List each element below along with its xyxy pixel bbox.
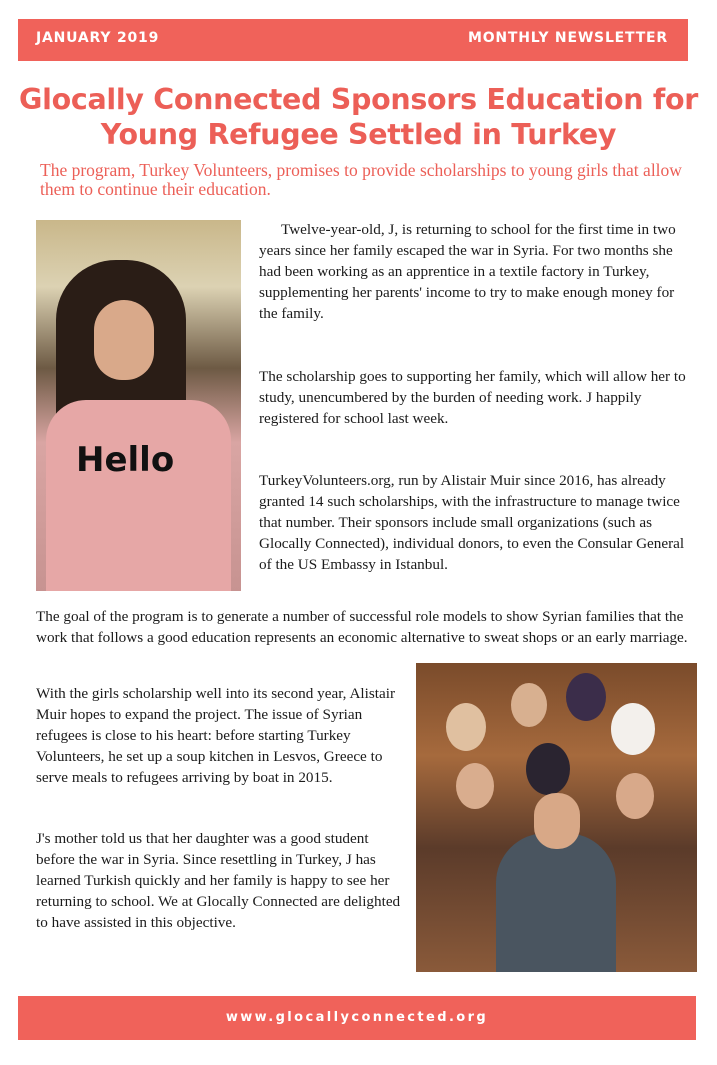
- article-subtitle: The program, Turkey Volunteers, promises to provide scholarships to young girls that allow them to continue their education.: [40, 160, 682, 199]
- photo-shirt-shape: [46, 400, 231, 591]
- group-photo: [416, 663, 697, 972]
- photo-person: [446, 703, 486, 751]
- girl-portrait-photo: [36, 220, 241, 591]
- photo-face-shape: [94, 300, 154, 380]
- paragraph-5: With the girls scholarship well into its second year, Alistair Muir hopes to expand the project. The issue of Syrian refugees is close to his heart: before starting Turkey Volunteers, he set up a soup kitchen in Lesvos, Greece to serve meals to refugees arriving by boat in 2015.: [36, 685, 395, 786]
- photo-person: [456, 763, 494, 809]
- photo-man-face: [534, 793, 580, 849]
- photo-person: [526, 743, 570, 795]
- photo-person: [566, 673, 606, 721]
- paragraph-6: J's mother told us that her daughter was a good student before the war in Syria. Since resettling in Turkey, J has learned Turkish quickly and her family is happy to see her returning to school. We at Glocally Connected are delighted to have assisted in this objective.: [36, 830, 401, 931]
- photo-person: [616, 773, 654, 819]
- paragraph-2: The scholarship goes to supporting her family, which will allow her to study, unencumbered by the burden of needing work. J happily registered for school last week.: [259, 368, 686, 427]
- website-link[interactable]: www.glocallyconnected.org: [225, 1010, 489, 1025]
- paragraph-1: Twelve-year-old, J, is returning to school for the first time in two years since her family escaped the war in Syria. For two months she had been working as an apprentice in a textile factory in Turkey, supplementing her parents' income to try to make enough money for the family.: [259, 221, 676, 322]
- photo-man-body: [496, 833, 616, 972]
- issue-date: JANUARY 2019: [36, 30, 160, 46]
- photo-person: [511, 683, 547, 727]
- article-headline: Glocally Connected Sponsors Education for Young Refugee Settled in Turkey: [19, 83, 698, 151]
- header-bar: [18, 19, 688, 61]
- footer-bar: [18, 996, 696, 1040]
- photo-person: [611, 703, 655, 755]
- shirt-text: Hello: [76, 440, 175, 480]
- newsletter-label: MONTHLY NEWSLETTER: [467, 30, 668, 46]
- paragraph-3: TurkeyVolunteers.org, run by Alistair Muir since 2016, has already granted 14 such scholarships, with the infrastructure to manage twice that number. Their sponsors include small organizations (such as Glocally Connected), individual donors, to even the Consular General of the US Embassy in Istanbul.: [259, 472, 685, 573]
- paragraph-4: The goal of the program is to generate a number of successful role models to show Syrian families that the work that follows a good education represents an economic alternative to sweat shops or an early marriage.: [36, 608, 688, 646]
